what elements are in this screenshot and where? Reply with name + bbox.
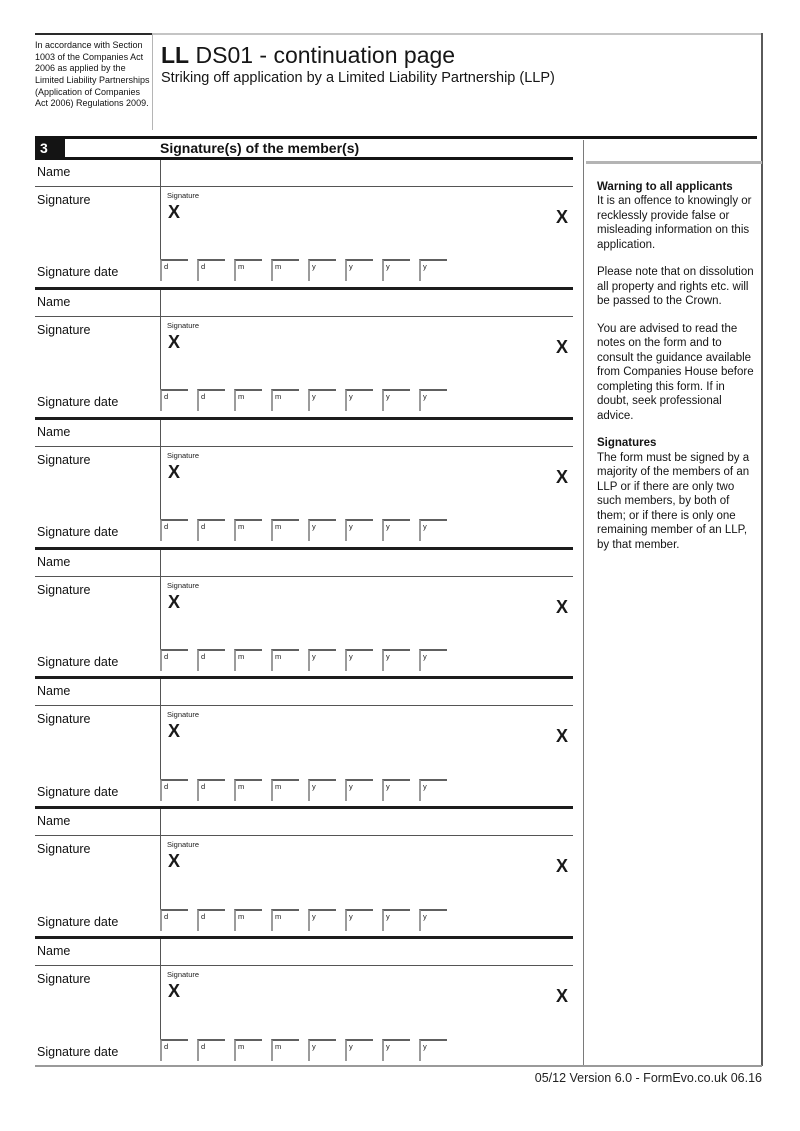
signature-box-caption: Signature [167, 320, 200, 330]
signature-box-caption: Signature [167, 970, 200, 980]
name-label: Name [37, 814, 71, 829]
signature-date-label: Signature date [37, 914, 119, 929]
signature-date-label: Signature date [37, 654, 119, 669]
date-box-day-2[interactable]: d [197, 649, 225, 671]
date-box-day-1[interactable]: d [160, 259, 188, 281]
signature-x-mark-left: X [168, 331, 181, 352]
name-input[interactable] [160, 550, 573, 576]
signature-date-label: Signature date [37, 1044, 119, 1059]
signatures-heading: Signatures [597, 437, 657, 450]
signature-input[interactable] [160, 966, 573, 1038]
signature-block [35, 160, 573, 290]
date-box-day-2[interactable]: d [197, 909, 225, 931]
date-box-year-2[interactable]: y [345, 519, 373, 541]
signature-date-input[interactable] [160, 259, 573, 287]
signature-date-input[interactable] [160, 519, 573, 547]
date-box-month-2[interactable]: m [271, 389, 299, 411]
date-box-day-1[interactable]: d [160, 649, 188, 671]
date-box-month-2[interactable]: m [271, 779, 299, 801]
section-title: Signature(s) of the member(s) [160, 140, 360, 156]
date-box-year-2[interactable]: y [345, 389, 373, 411]
date-box-month-1[interactable]: m [234, 909, 262, 931]
form-subtitle: Striking off application by a Limited Liability Partnership (LLP) [161, 70, 555, 86]
signature-x-mark-left: X [168, 721, 181, 742]
signature-date-label: Signature date [37, 784, 119, 799]
date-box-year-1[interactable]: y [308, 1039, 336, 1061]
date-box-year-3[interactable]: y [382, 519, 410, 541]
date-box-day-2[interactable]: d [197, 259, 225, 281]
signature-input[interactable] [160, 706, 573, 778]
signature-block [35, 550, 573, 680]
name-row [35, 679, 573, 706]
signature-x-mark-right: X [555, 466, 568, 487]
signature-x-mark-right: X [555, 986, 568, 1007]
date-box-year-3[interactable]: y [382, 259, 410, 281]
signature-box-caption: Signature [167, 580, 200, 590]
signature-input[interactable] [160, 187, 573, 259]
signature-date-row [35, 649, 573, 677]
signatures-body: The form must be signed by a majority of the members of an LLP or if there are only two such members, by both of them; or if there is only one remaining member of an LLP, by that member. [597, 451, 750, 551]
signature-row [35, 706, 573, 778]
signature-date-input[interactable] [160, 1039, 573, 1067]
name-label: Name [37, 294, 71, 309]
signature-row [35, 836, 573, 908]
signature-box-caption: Signature [167, 840, 200, 850]
name-row [35, 160, 573, 187]
name-input[interactable] [160, 290, 573, 316]
name-label: Name [37, 684, 71, 699]
signature-row [35, 577, 573, 649]
page-bottom-rule [35, 1065, 762, 1067]
date-box-year-2[interactable]: y [345, 909, 373, 931]
signature-x-mark-left: X [168, 591, 181, 612]
signature-row [35, 187, 573, 259]
date-box-year-1[interactable]: y [308, 909, 336, 931]
signature-label: Signature [37, 842, 91, 857]
name-label: Name [37, 554, 71, 569]
signature-input[interactable] [160, 447, 573, 519]
date-box-year-4[interactable]: y [419, 649, 447, 671]
guidance-sidebar [586, 161, 762, 552]
signature-x-mark-left: X [168, 981, 181, 1002]
signature-row [35, 966, 573, 1038]
warning-heading: Warning to all applicants [597, 181, 733, 193]
signature-x-mark-left: X [168, 461, 181, 482]
signature-label: Signature [37, 452, 91, 467]
warning-body: It is an offence to knowingly or recklessly provide false or misleading information on this application. [597, 195, 752, 251]
version-footer: 05/12 Version 6.0 - FormEvo.co.uk 06.16 [534, 1071, 762, 1085]
form-title-block [152, 33, 762, 130]
date-box-day-2[interactable]: d [197, 779, 225, 801]
date-box-day-1[interactable]: d [160, 389, 188, 411]
name-row [35, 809, 573, 836]
name-label: Name [37, 165, 71, 179]
date-box-year-3[interactable]: y [382, 779, 410, 801]
signature-label: Signature [37, 582, 91, 597]
signature-row [35, 447, 573, 519]
date-box-month-1[interactable]: m [234, 1039, 262, 1061]
crown-note: Please note that on dissolution all property and rights etc. will be passed to the Crown. [597, 266, 754, 308]
signature-date-label: Signature date [37, 525, 119, 540]
name-row [35, 550, 573, 577]
date-box-year-3[interactable]: y [382, 909, 410, 931]
name-input[interactable] [160, 939, 573, 965]
date-box-day-1[interactable]: d [160, 519, 188, 541]
signature-label: Signature [37, 712, 91, 727]
section-top-rule [35, 136, 757, 139]
date-box-year-2[interactable]: y [345, 649, 373, 671]
signature-date-row [35, 779, 573, 807]
date-box-year-1[interactable]: y [308, 389, 336, 411]
signature-input[interactable] [160, 317, 573, 389]
date-box-month-2[interactable]: m [271, 259, 299, 281]
signature-x-mark-left: X [168, 202, 181, 222]
signature-date-label: Signature date [37, 265, 119, 280]
signature-input[interactable] [160, 577, 573, 649]
date-box-month-1[interactable]: m [234, 389, 262, 411]
name-row [35, 290, 573, 317]
date-box-month-1[interactable]: m [234, 259, 262, 281]
date-box-year-4[interactable]: y [419, 519, 447, 541]
date-box-year-2[interactable]: y [345, 779, 373, 801]
signature-box-caption: Signature [167, 450, 200, 460]
name-input[interactable] [160, 160, 573, 186]
name-label: Name [37, 944, 71, 959]
date-box-year-3[interactable]: y [382, 1039, 410, 1061]
date-box-month-1[interactable]: m [234, 649, 262, 671]
date-box-year-1[interactable]: y [308, 519, 336, 541]
form-title [161, 42, 762, 69]
date-box-day-1[interactable]: d [160, 909, 188, 931]
signature-label: Signature [37, 193, 91, 207]
date-box-day-1[interactable]: d [160, 779, 188, 801]
name-row [35, 420, 573, 447]
legal-reference-note: In accordance with Section 1003 of the Companies Act 2006 as applied by the Limited Liability Partnerships (Application of Companies Act 2006) Regulations 2009. [35, 33, 153, 110]
signature-date-label: Signature date [37, 395, 119, 410]
date-box-day-2[interactable]: d [197, 519, 225, 541]
signature-date-input[interactable] [160, 909, 573, 937]
signature-x-mark-right: X [555, 596, 568, 617]
date-box-year-1[interactable]: y [308, 259, 336, 281]
date-box-year-4[interactable]: y [419, 259, 447, 281]
name-input[interactable] [160, 420, 573, 446]
date-box-month-1[interactable]: m [234, 779, 262, 801]
signature-date-input[interactable] [160, 779, 573, 807]
signature-row [35, 317, 573, 389]
date-box-year-4[interactable]: y [419, 1039, 447, 1061]
signature-block [35, 809, 573, 939]
signature-block [35, 939, 573, 1066]
signature-box-caption: Signature [167, 710, 200, 720]
signature-x-mark-right: X [555, 726, 568, 747]
signature-date-row [35, 1039, 573, 1067]
signature-input[interactable] [160, 836, 573, 908]
signature-box-caption: Signature [167, 191, 200, 200]
signature-date-row [35, 389, 573, 417]
signature-date-input[interactable] [160, 389, 573, 417]
date-box-year-4[interactable]: y [419, 389, 447, 411]
date-box-month-1[interactable]: m [234, 519, 262, 541]
date-box-year-4[interactable]: y [419, 909, 447, 931]
name-input[interactable] [160, 679, 573, 705]
date-box-month-2[interactable]: m [271, 1039, 299, 1061]
form-code-prefix: LL [161, 42, 190, 68]
date-box-day-1[interactable]: d [160, 1039, 188, 1061]
form-title-text: DS01 - continuation page [189, 42, 456, 68]
sidebar-left-rule [583, 140, 584, 1066]
signature-date-row [35, 259, 573, 287]
date-box-year-1[interactable]: y [308, 649, 336, 671]
date-box-year-3[interactable]: y [382, 389, 410, 411]
signature-block [35, 420, 573, 550]
signature-x-mark-right: X [555, 207, 568, 227]
name-row [35, 939, 573, 966]
date-box-month-2[interactable]: m [271, 519, 299, 541]
date-box-month-2[interactable]: m [271, 909, 299, 931]
signature-section-body [35, 160, 573, 1066]
signature-label: Signature [37, 972, 91, 987]
date-box-day-2[interactable]: d [197, 389, 225, 411]
signature-block [35, 290, 573, 420]
date-box-year-2[interactable]: y [345, 1039, 373, 1061]
date-box-year-2[interactable]: y [345, 259, 373, 281]
section-number-badge: 3 [35, 138, 65, 159]
signature-x-mark-right: X [555, 856, 568, 877]
date-box-day-2[interactable]: d [197, 1039, 225, 1061]
signature-date-input[interactable] [160, 649, 573, 677]
date-box-year-3[interactable]: y [382, 649, 410, 671]
signature-x-mark-right: X [555, 336, 568, 357]
signature-date-row [35, 519, 573, 547]
date-box-year-4[interactable]: y [419, 779, 447, 801]
signature-x-mark-left: X [168, 851, 181, 872]
signature-date-row [35, 909, 573, 937]
signature-label: Signature [37, 322, 91, 337]
date-box-year-1[interactable]: y [308, 779, 336, 801]
date-box-month-2[interactable]: m [271, 649, 299, 671]
signature-block [35, 679, 573, 809]
name-label: Name [37, 424, 71, 439]
advice-note: You are advised to read the notes on the form and to consult the guidance available from Companies House before completing this form. If in doubt, seek professional advice. [597, 322, 754, 422]
name-input[interactable] [160, 809, 573, 835]
